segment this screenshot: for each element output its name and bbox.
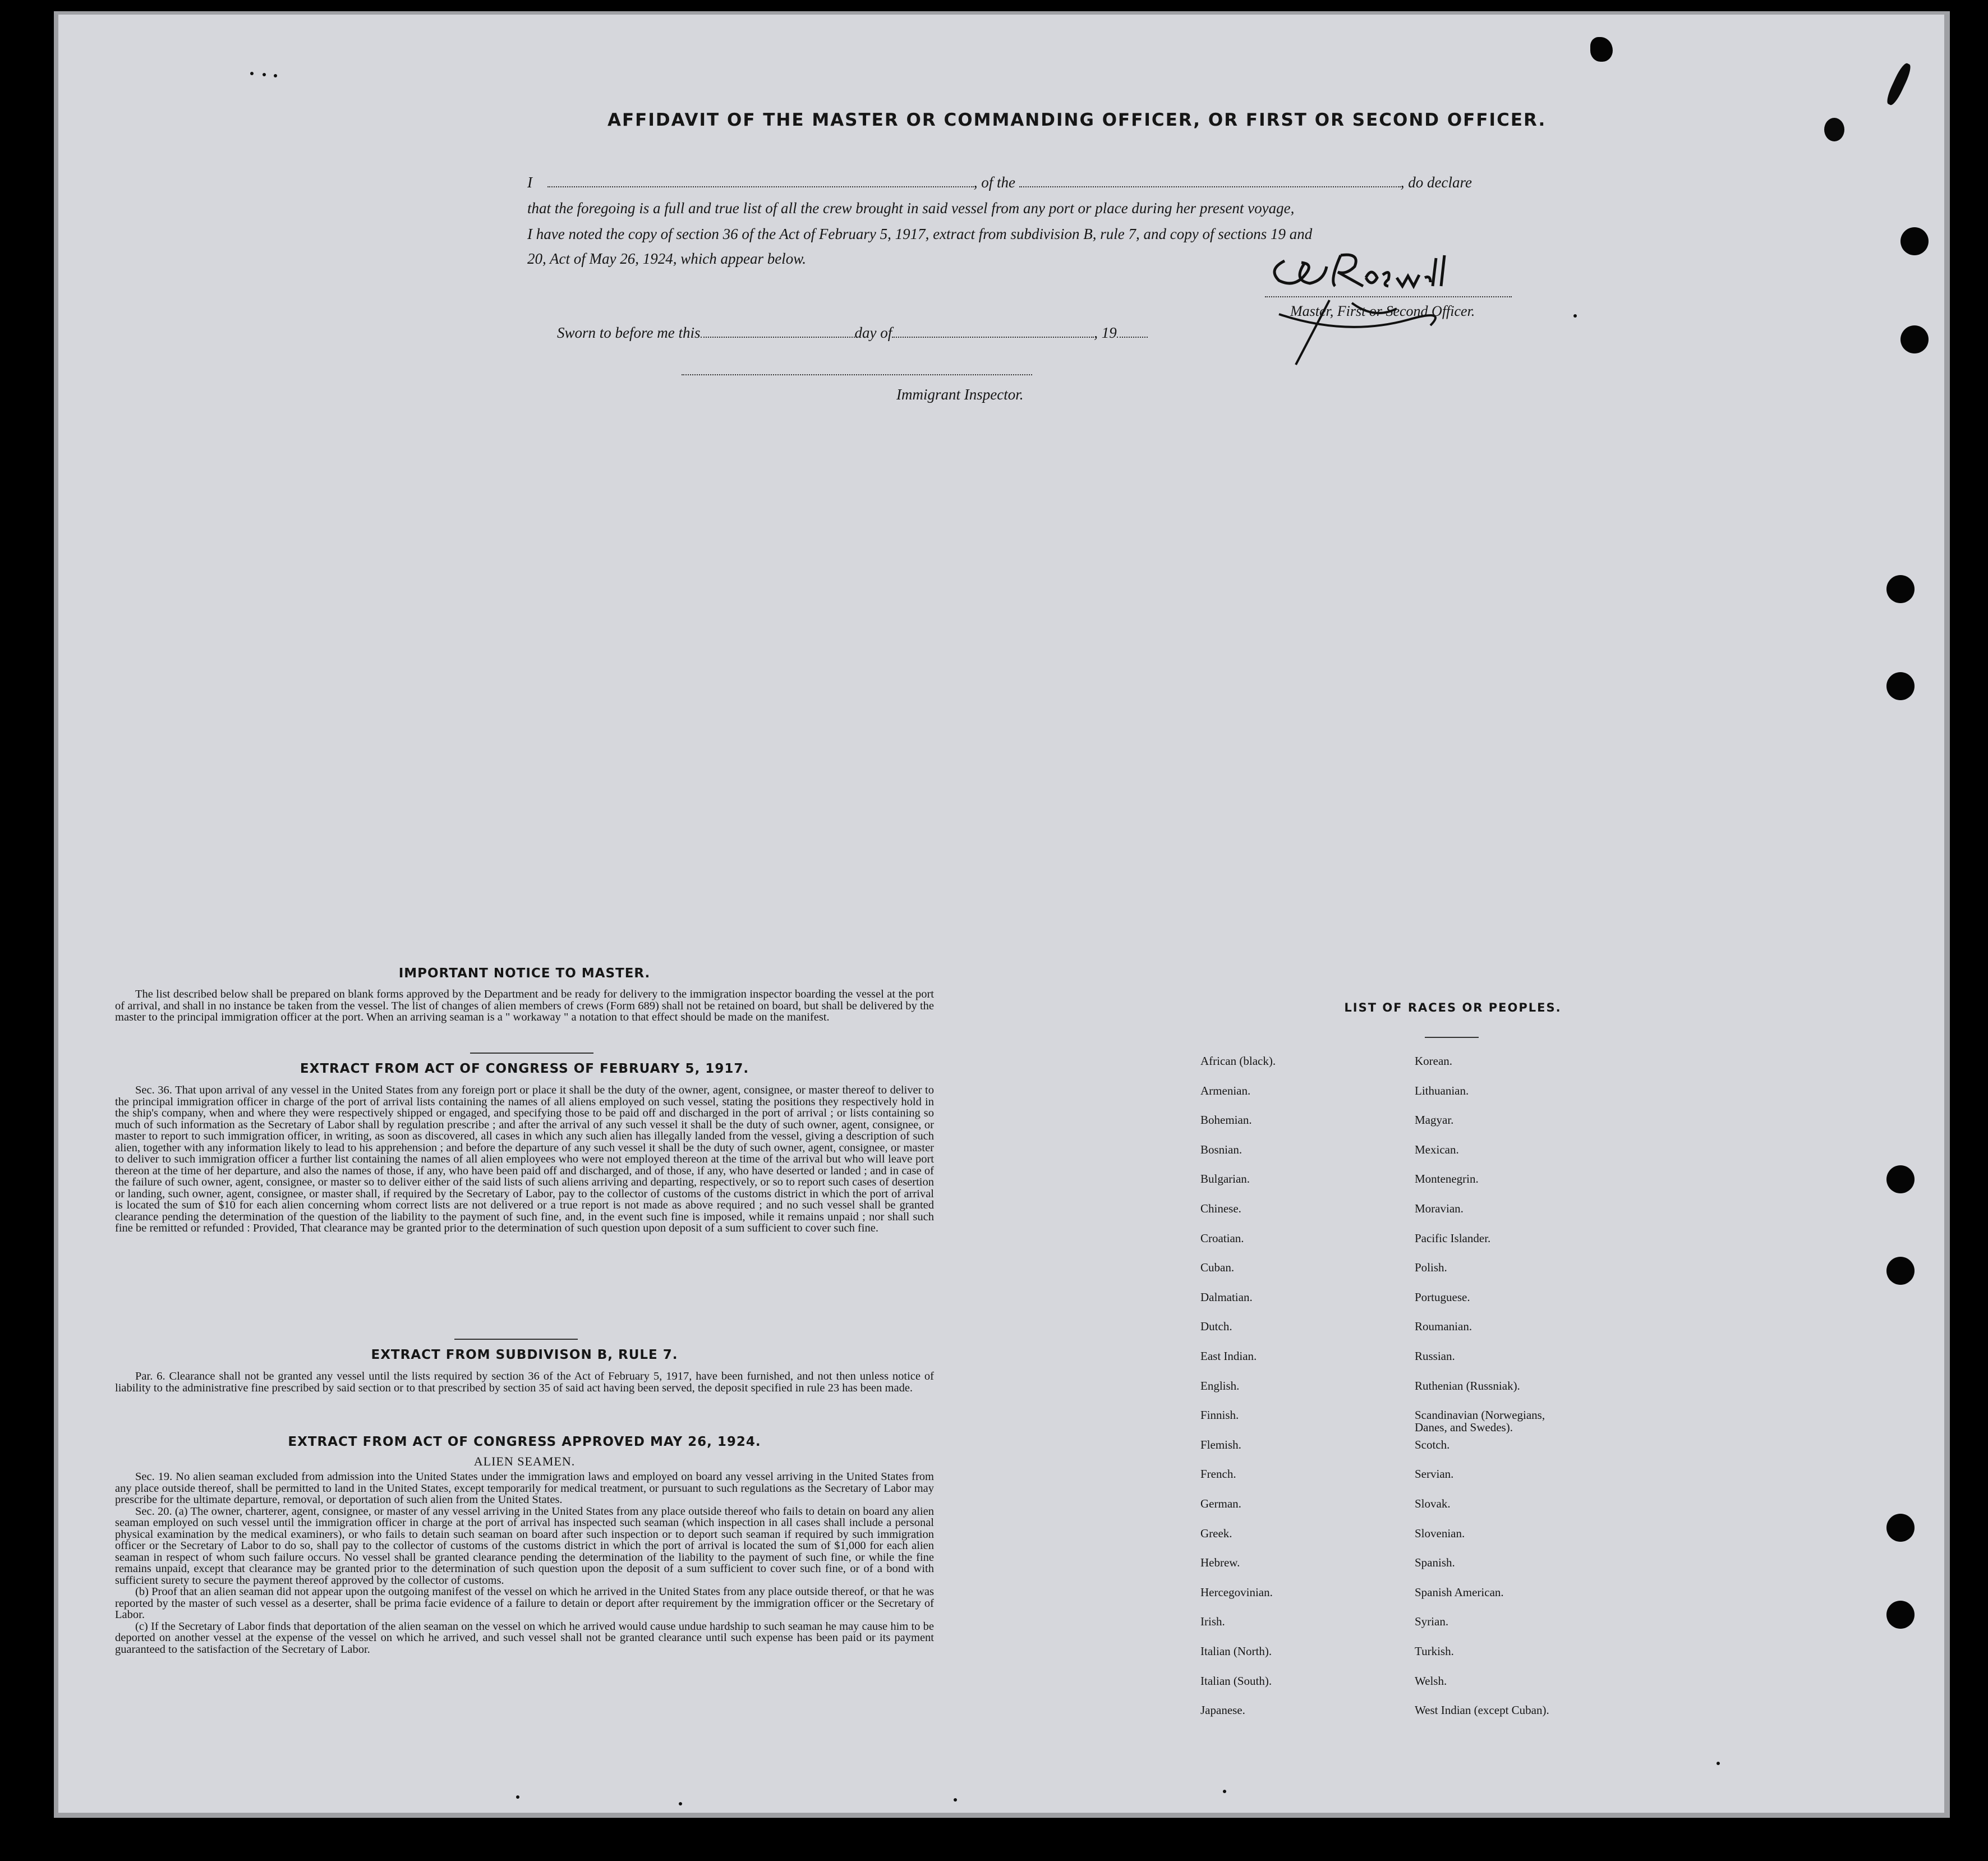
race-item: Scotch. <box>1415 1437 1450 1451</box>
race-item: Russian. <box>1415 1349 1455 1363</box>
race-item: Italian (North). <box>1200 1644 1272 1658</box>
sec-20c-paragraph: (c) If the Secretary of Labor finds that deportation of the alien seaman on the vessel on which he arrived would cause undue hardship to such seaman he may cause him to be deported on another vessel at the expense of the vessel on which he arrived, and such vessel shall not be granted clearance until such expense has been paid or its payment guaranteed to the satisfaction of the Secretary of Labor. <box>115 1620 934 1656</box>
race-item: Greek. <box>1200 1526 1232 1540</box>
extract-rule7-title: EXTRACT FROM SUBDIVISON B, RULE 7. <box>371 1348 678 1362</box>
notice-text <box>115 989 934 1023</box>
affidavit-title: AFFIDAVIT OF THE MASTER OR COMMANDING OFFICER, OR FIRST OR SECOND OFFICER. <box>608 110 1547 130</box>
race-item: Croatian. <box>1200 1231 1244 1245</box>
signature-caption: Master, First or Second Officer. <box>1290 303 1475 319</box>
race-item: Pacific Islander. <box>1415 1231 1491 1245</box>
race-item: Welsh. <box>1415 1674 1447 1688</box>
race-item: Roumanian. <box>1415 1320 1472 1334</box>
race-item: Armenian. <box>1200 1083 1251 1097</box>
race-item: Flemish. <box>1200 1437 1241 1451</box>
section-36-paragraph: Sec. 36. That upon arrival of any vessel in the United States from any foreign port or place it shall be the duty of the owner, agent, consignee, or master thereof to deliver to the principal immigration officer in charge of the port of arrival lists containing the names of all aliens employed on such vessel, stating the positions they respectively hold in the ship's company, when and where they were respectively shipped or engaged, and specifying those to be paid off and discharged in the port of arrival ; or lists containing so much of such information as the Secretary of Labor shall by regulation prescribe ; and after the arrival of any such vessel it shall be the duty of such owner, agent, consignee, or master to report to such immigration officer, in writing, as soon as discovered, all cases in which any such alien has illegally landed from the vessel, giving a description of such alien, together with any information likely to lead to his apprehension ; and before the departure of any such vessel it shall be the duty of such owner, agent, consignee, or master to deliver to such immigration officer a further list containing the names of all alien employees who were not employed thereon at the time of the arrival but who will leave port thereon at the time of her departure, and also the names of those, if any, who have been paid off and discharged, and of those, if any, who have deserted or landed ; and in case of the failure of such owner, agent, consignee, or master so to deliver either of the said lists of such aliens arriving and departing, respectively, or so to report such cases of desertion or landing, such owner, agent, consignee, or master shall, if required by the Secretary of Labor, pay to the collector of customs of the customs district in which the port of arrival is located the sum of $10 for each alien concerning whom correct lists are not delivered or a true report is not made as above required ; and no such vessel shall be granted clearance pending the determination of the question of the liability to the payment of such fine, and, in the event such fine is imposed, while it remains unpaid ; nor shall such fine be remitted or refunded : Provided, That clearance may be granted prior to the determination of such question upon deposit of a sum sufficient to cover such fine. <box>115 1084 934 1234</box>
divider <box>1425 1037 1479 1038</box>
race-item: Portuguese. <box>1415 1290 1470 1304</box>
punch-hole <box>1886 1257 1915 1285</box>
race-item: Bosnian. <box>1200 1142 1242 1156</box>
race-item: German. <box>1200 1497 1241 1510</box>
race-item: Polish. <box>1415 1261 1447 1275</box>
notice-paragraph: The list described below shall be prepared on blank forms approved by the Department and be ready for delivery to the immigration inspector boarding the vessel at the port of arrival, and shall in no instance be taken from the vessel. The list of changes of alien members of crews (Form 689) shall not be retained on board, but shall be delivered by the master to the principal immigration officer at the port. When an arriving seaman is a " workaway " a notation to that effect should be made on the manifest. <box>115 988 934 1023</box>
declaration-line-3: I have noted the copy of section 36 of the Act of February 5, 1917, extract from subdivision B, rule 7, and copy of sections 19 and <box>527 226 1313 242</box>
sec-19-paragraph: Sec. 19. No alien seaman excluded from admission into the United States under the immigration laws and employed on board any vessel arriving in the United States from any place outside thereof, shall be permitted to land in the United States, except temporarily for medical treatment, or pursuant to such regulations as the Secretary of Labor may prescribe for the ultimate departure, removal, or deportation of such alien from the United States. <box>115 1471 934 1506</box>
torn-corner <box>1590 37 1613 62</box>
race-item: Slovenian. <box>1415 1526 1465 1540</box>
name-blank[interactable] <box>547 174 974 187</box>
extract-1924-title: EXTRACT FROM ACT OF CONGRESS APPROVED MAY 26, 1924. <box>288 1435 761 1449</box>
declaration-line-2: that the foregoing is a full and true list of all the crew brought in said vessel from any port or place during her present voyage, <box>527 200 1295 217</box>
declaration-I: I <box>527 174 532 191</box>
race-item: Italian (South). <box>1200 1674 1272 1688</box>
par-6-paragraph: Par. 6. Clearance shall not be granted any vessel until the lists required by section 36 of the Act of February 5, 1917, have been furnished, and not then unless notice of liability to the administrative fine prescribed by said section or to that prescribed by section 35 of said act having been served, the deposit specified in rule 23 has been made. <box>115 1370 934 1394</box>
punch-hole <box>1886 1601 1915 1629</box>
punch-hole <box>1886 1514 1915 1542</box>
race-item: East Indian. <box>1200 1349 1257 1363</box>
race-item: Lithuanian. <box>1415 1083 1469 1097</box>
declaration-of-the: , of the <box>973 174 1015 191</box>
sworn-line <box>557 324 1148 342</box>
sworn-date-blank[interactable] <box>701 324 855 338</box>
race-item: Dalmatian. <box>1200 1290 1253 1304</box>
sec-20b-paragraph: (b) Proof that an alien seaman did not appear upon the outgoing manifest of the vessel on which he arrived in the United States from any place outside thereof, or that he was reported by the master of such vessel as a deserter, shall be prima facie evidence of a failure to detain or deport after requirement by the immigration officer or the Secretary of Labor. <box>115 1586 934 1621</box>
punch-hole <box>1886 575 1915 603</box>
race-item: Turkish. <box>1415 1644 1454 1658</box>
vessel-blank[interactable] <box>1019 174 1401 187</box>
extract-rule7-text <box>115 1371 934 1394</box>
race-item: Syrian. <box>1415 1615 1449 1629</box>
divider <box>470 1053 593 1054</box>
race-item: Servian. <box>1415 1467 1454 1481</box>
race-item: Irish. <box>1200 1615 1225 1629</box>
race-item: Dutch. <box>1200 1320 1232 1334</box>
race-item: Bohemian. <box>1200 1113 1252 1127</box>
race-item: Japanese. <box>1200 1703 1245 1717</box>
extract-1924-text <box>115 1471 934 1655</box>
divider <box>454 1339 578 1340</box>
race-item: African (black). <box>1200 1054 1276 1068</box>
race-item: Finnish. <box>1200 1408 1239 1422</box>
notice-title: IMPORTANT NOTICE TO MASTER. <box>398 966 651 981</box>
punch-hole <box>1886 672 1915 700</box>
extract-1917-text <box>115 1085 934 1234</box>
race-item: Korean. <box>1415 1054 1453 1068</box>
race-item: Spanish American. <box>1415 1585 1504 1599</box>
race-item: Slovak. <box>1415 1497 1451 1510</box>
race-item: Mexican. <box>1415 1142 1459 1156</box>
declaration-line-1 <box>527 174 1548 191</box>
race-item: Magyar. <box>1415 1113 1454 1127</box>
extract-1917-title: EXTRACT FROM ACT OF CONGRESS OF FEBRUARY 5, 1917. <box>300 1062 749 1076</box>
sec-20a-paragraph: Sec. 20. (a) The owner, charterer, agent, consignee, or master of any vessel arriving in the United States from any place outside thereof who fails to detain on board any alien seaman employed on such vessel until the immigration officer in charge at the port of arrival has inspected such seaman (which inspection in all cases shall include a personal physical examination by the medical examiners), or who fails to detain such seaman on board after such inspection or to deport such seaman if required by such immigration officer or the Secretary of Labor to do so, shall pay to the collector of customs of the customs district in which the port of arrival is located the sum of $1,000 for each alien seaman in respect of whom such failure occurs. No vessel shall be granted clearance pending the determination of the liability to the payment of such fine, or while the fine remains unpaid, except that clearance may be granted prior to the determination of such question upon the deposit of a sum sufficient to cover such fine, or of a bond with sufficient surety to secure the payment thereof approved by the collector of customs. <box>115 1505 934 1587</box>
race-item: Bulgarian. <box>1200 1172 1250 1186</box>
race-item: French. <box>1200 1467 1236 1481</box>
race-item: Spanish. <box>1415 1556 1455 1570</box>
declaration-line-4: 20, Act of May 26, 1924, which appear below. <box>527 250 806 267</box>
race-item: Hercegovinian. <box>1200 1585 1273 1599</box>
race-item: Cuban. <box>1200 1261 1235 1275</box>
sworn-day-label: day of <box>854 324 892 341</box>
punch-hole <box>1900 325 1929 353</box>
race-item: Ruthenian (Russniak). <box>1415 1378 1520 1393</box>
sworn-year-label: , 19 <box>1094 324 1117 341</box>
race-item: Chinese. <box>1200 1202 1241 1215</box>
race-item: English. <box>1200 1378 1240 1393</box>
race-item: Moravian. <box>1415 1202 1464 1215</box>
race-item: Scandinavian (Norwegians, Danes, and Swedes). <box>1415 1408 1545 1435</box>
declaration-do-declare: , do declare <box>1400 174 1472 191</box>
inspector-signature-line <box>682 374 1032 375</box>
ink-smudge <box>1824 118 1844 141</box>
sworn-month-blank[interactable] <box>892 324 1094 338</box>
races-title: LIST OF RACES OR PEOPLES. <box>1344 1001 1562 1014</box>
race-item: West Indian (except Cuban). <box>1415 1703 1549 1717</box>
inspector-caption: Immigrant Inspector. <box>896 386 1024 403</box>
sworn-label: Sworn to before me this <box>557 324 701 341</box>
punch-hole <box>1886 1165 1915 1193</box>
race-item: Hebrew. <box>1200 1556 1240 1570</box>
alien-seamen-subtitle: ALIEN SEAMEN. <box>473 1454 576 1468</box>
punch-hole <box>1900 227 1929 255</box>
sworn-year-blank[interactable] <box>1117 324 1148 338</box>
race-item: Montenegrin. <box>1415 1172 1479 1186</box>
